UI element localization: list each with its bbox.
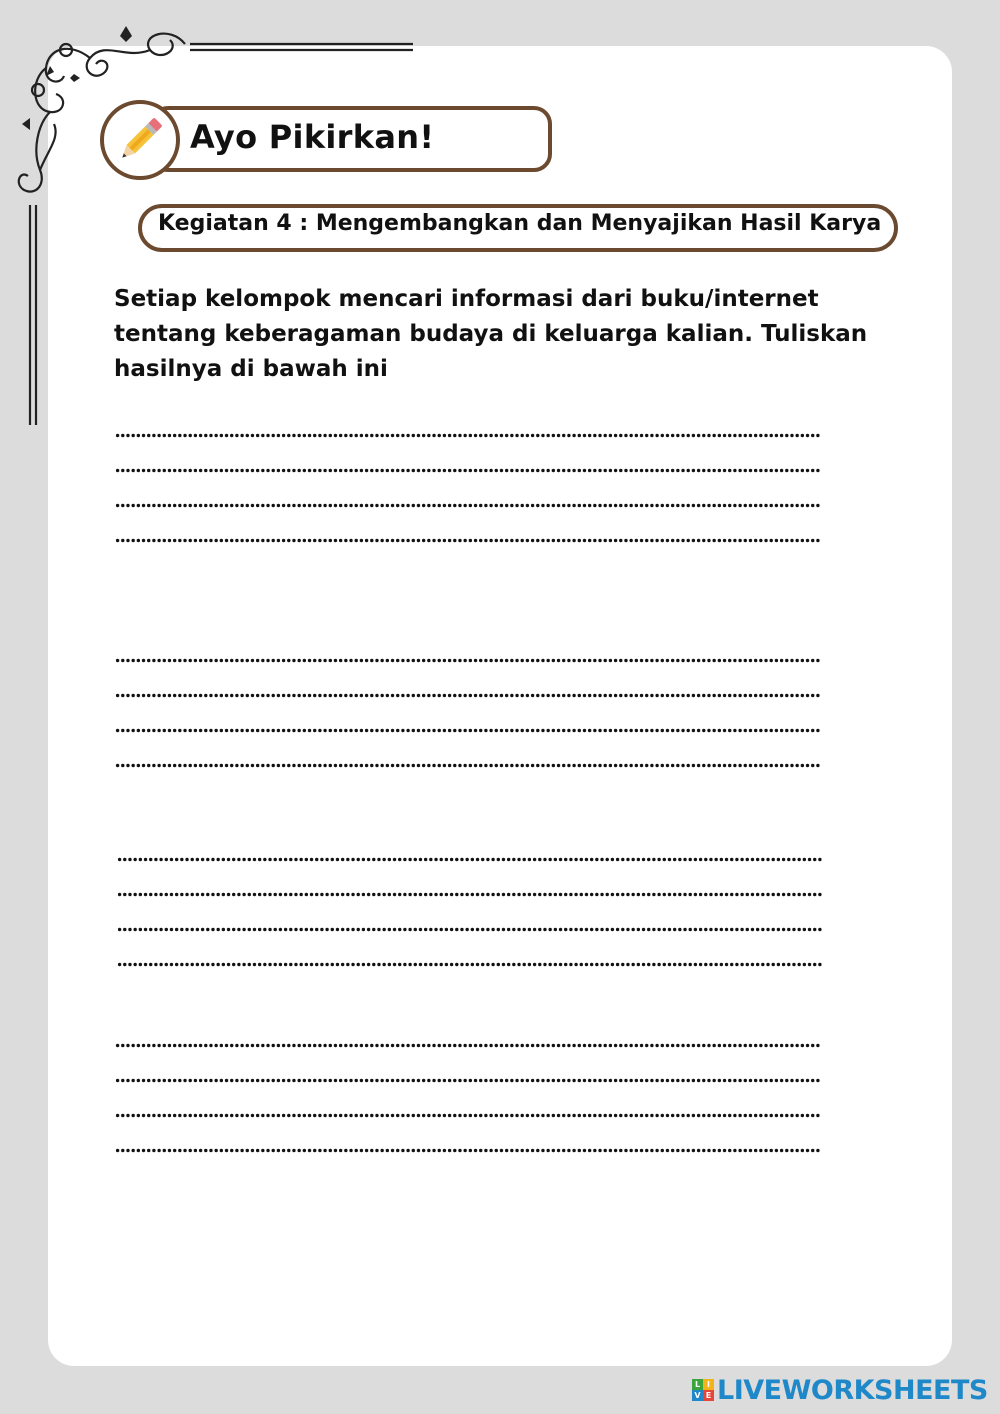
answer-line[interactable] [117,927,823,932]
liveworksheets-brand[interactable] [692,1374,988,1406]
answer-line[interactable] [115,728,821,733]
pencil-icon [112,112,168,168]
answer-line[interactable] [115,1043,821,1048]
answer-line[interactable] [117,857,823,862]
instruction-text: Setiap kelompok mencari informasi dari buku/internet tentang keberagaman budaya di keluarga kalian. Tuliskan hasilnya di bawah ini [114,286,868,382]
answer-line[interactable] [115,538,821,543]
answer-line[interactable] [115,693,821,698]
answer-line[interactable] [115,1148,821,1153]
answer-line[interactable] [115,503,821,508]
brand-name: LIVEWORKSHEETS [717,1374,988,1406]
logo-letter: I [703,1379,714,1390]
logo-letter: V [692,1390,703,1401]
answer-line[interactable] [115,433,821,438]
answer-line[interactable] [115,468,821,473]
answer-line[interactable] [117,962,823,967]
logo-letter: L [692,1379,703,1390]
answer-line[interactable] [115,658,821,663]
worksheet-title: Ayo Pikirkan! [190,118,435,156]
logo-letter: E [703,1390,714,1401]
answer-line[interactable] [115,1113,821,1118]
answer-line[interactable] [117,892,823,897]
liveworksheets-logo-icon [692,1379,714,1401]
activity-title: Kegiatan 4 : Mengembangkan dan Menyajikan Hasil Karya [158,211,882,236]
title-icon-badge [100,100,180,180]
answer-line[interactable] [115,1078,821,1083]
answer-line[interactable] [115,763,821,768]
